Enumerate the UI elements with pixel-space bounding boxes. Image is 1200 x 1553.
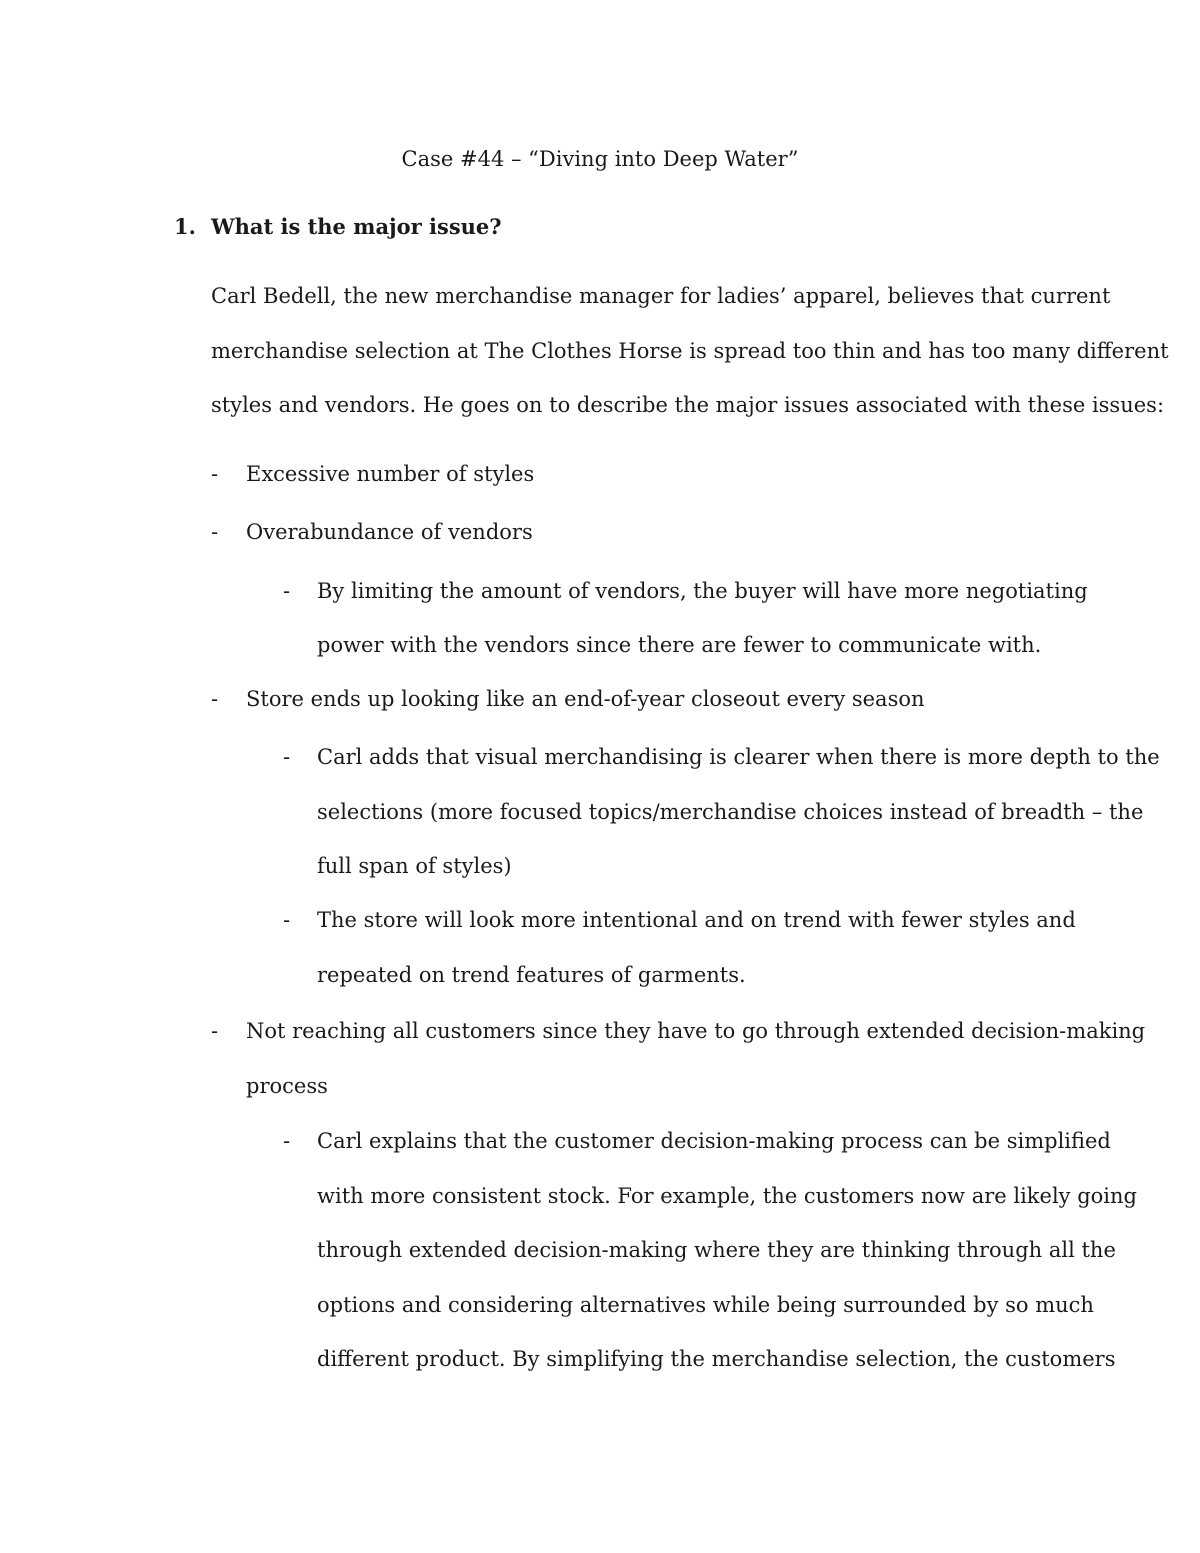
question-text: What is the major issue? bbox=[211, 214, 502, 239]
question-heading bbox=[174, 211, 502, 243]
paragraph-line: Carl Bedell, the new merchandise manager for ladies’ apparel, believes that current bbox=[211, 284, 1111, 308]
bullet-marker: - bbox=[211, 462, 219, 486]
sub-bullet-marker: - bbox=[283, 745, 291, 769]
sub-bullet-text: through extended decision-making where they are thinking through all the bbox=[317, 1238, 1116, 1262]
document-title: Case #44 – “Diving into Deep Water” bbox=[401, 147, 799, 171]
sub-bullet-text: By limiting the amount of vendors, the buyer will have more negotiating bbox=[317, 579, 1088, 603]
sub-bullet-text: power with the vendors since there are fewer to communicate with. bbox=[317, 633, 1042, 657]
sub-bullet-marker: - bbox=[283, 579, 291, 603]
sub-bullet-text: repeated on trend features of garments. bbox=[317, 963, 746, 987]
question-number: 1. bbox=[174, 214, 196, 239]
sub-bullet-text: Carl adds that visual merchandising is clearer when there is more depth to the bbox=[317, 745, 1160, 769]
bullet-item-text: Store ends up looking like an end-of-year closeout every season bbox=[246, 687, 925, 711]
bullet-item-text: Overabundance of vendors bbox=[246, 520, 533, 544]
bullet-marker: - bbox=[211, 520, 219, 544]
sub-bullet-marker: - bbox=[283, 908, 291, 932]
paragraph-line: merchandise selection at The Clothes Horse is spread too thin and has too many different bbox=[211, 339, 1169, 363]
sub-bullet-text: Carl explains that the customer decision-making process can be simplified bbox=[317, 1129, 1111, 1153]
bullet-item-text: process bbox=[246, 1074, 328, 1098]
sub-bullet-text: different product. By simplifying the merchandise selection, the customers bbox=[317, 1347, 1116, 1371]
sub-bullet-text: full span of styles) bbox=[317, 854, 512, 878]
sub-bullet-text: options and considering alternatives while being surrounded by so much bbox=[317, 1293, 1094, 1317]
bullet-item-text: Not reaching all customers since they have to go through extended decision-making bbox=[246, 1019, 1146, 1043]
bullet-marker: - bbox=[211, 687, 219, 711]
bullet-marker: - bbox=[211, 1019, 219, 1043]
sub-bullet-text: The store will look more intentional and on trend with fewer styles and bbox=[317, 908, 1076, 932]
sub-bullet-text: with more consistent stock. For example, the customers now are likely going bbox=[317, 1184, 1137, 1208]
bullet-item-text: Excessive number of styles bbox=[246, 462, 535, 486]
paragraph-line: styles and vendors. He goes on to describe the major issues associated with these issues: bbox=[211, 393, 1165, 417]
sub-bullet-text: selections (more focused topics/merchandise choices instead of breadth – the bbox=[317, 800, 1144, 824]
sub-bullet-marker: - bbox=[283, 1129, 291, 1153]
